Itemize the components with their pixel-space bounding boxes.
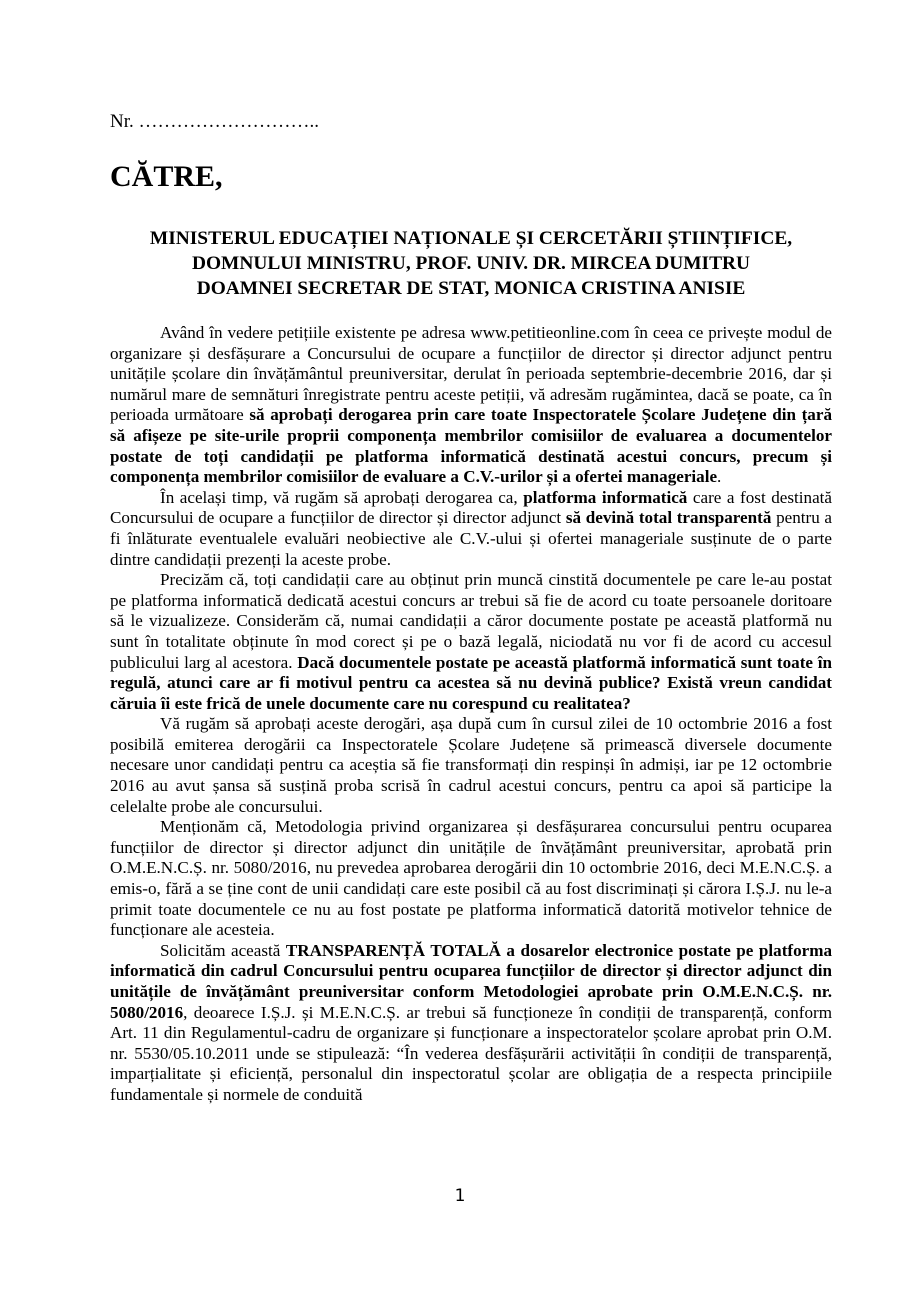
letter-body [110,323,832,1106]
paragraph-platform [110,488,832,570]
paragraph-text: . [717,467,722,487]
paragraph-methodology: Menționăm că, Metodologia privind organizarea și desfășurarea concursului pentru ocuparea funcțiilor de director și director adjunct din unitățile de învățământ preuniversitar, aprobată prin O.M.E.N.C.Ș. nr. 5080/2016, nu prevedea aprobarea derogării din 10 octombrie 2016, deci M.E.N.C.Ș. a emis-o, fără a se ține cont de unii candidați care este posibil că au fost discriminați și cărora I.Ș.J. nu le-a primit toate documentele ce nu au fost postate pe platforma informatică datorită motivelor tehnice de funcționare ale acesteia. [110,817,832,940]
paragraph-text: pentru a fi înlăturate eventualele evaluări neobiective ale C.V.-ului și ofertei manageriale susținute de o parte dintre candidații prezenți la aceste probe. [110,508,833,569]
paragraph-candidates [110,570,832,714]
paragraph-text: Solicităm această [160,940,286,960]
paragraph-emphasis: să aprobați derogarea prin care toate Inspectoratele Școlare Județene din țară să afișeze pe site-urile proprii componența membrilor comisiilor de evaluarea a documentelor postate de toți candidații pe platforma informatică destinată acestui concurs, precum și componența membrilor comisiilor de evaluare a C.V.-urilor și a ofertei manageriale [110,405,832,487]
paragraph-text: care a fost destinată Concursului de ocupare a funcțiilor de director și director adjunct [110,487,833,528]
addressee-line-minister: DOMNULUI MINISTRU, PROF. UNIV. DR. MIRCEA DUMITRU [191,253,751,274]
addressee-line-ministry: MINISTERUL EDUCAȚIEI NAȚIONALE ȘI CERCETĂRII ȘTIINȚIFICE, [149,228,793,249]
paragraph-petitions [110,323,832,488]
page-number: 1 [454,1186,466,1206]
addressee-line-secretary: DOAMNEI SECRETAR DE STAT, MONICA CRISTINA ANISIE [196,278,746,299]
paragraph-emphasis: Dacă documentele postate pe această platformă informatică sunt toate în regulă, atunci care ar fi motivul pentru ca acestea să nu devină publice? Există vreun candidat căruia îi este frică de unele documente care nu corespund cu realitatea? [110,652,833,713]
paragraph-text: Precizăm că, toți candidații care au obținut prin muncă cinstită documentele pe care le-au postat pe platforma informatică dedicată acestui concurs ar trebui să fie de acord cu toate persoanele doritoare să le vizualizeze. Considerăm că, numai candidații a căror documente postate pe această platformă nu sunt în totalitate obținute în mod corect și pe o bază legală, niciodată nu vor fi de acord cu accesul publicului larg al acestora. [110,570,832,672]
paragraph-text: , deoarece I.Ș.J. și M.E.N.C.Ș. ar trebui să funcționeze în condiții de transparență, conform Art. 11 din Regulamentul-cadru de organizare și funcționare a inspectoratelor școlare aprobat prin O.M. nr. 5530/05.10.2011 unde se stipulează: “În vederea desfășurării activității în condiții de transparență, imparțialitate și eficiență, personalul din inspectoratul școlar are obligația de a respecta principiile fundamentale și normele de conduită [110,1002,832,1104]
paragraph-emphasis: TRANSPARENȚĂ TOTALĂ a dosarelor electronice postate pe platforma informatică din cadrul Concursului pentru ocuparea funcțiilor de director și director adjunct din unitățile de învățământ preuniversitar conform Metodologiei aprobate prin O.M.E.N.C.Ș. nr. 5080/2016 [110,940,832,1022]
addressee-block [110,226,832,301]
document-number: Nr. ……………………….. [110,111,319,132]
recipient-heading: CĂTRE, [110,160,223,193]
paragraph-emphasis: să devină total transparentă [565,508,772,528]
paragraph-transparency [110,941,832,1106]
paragraph-text: În același timp, vă rugăm să aprobați derogarea ca, [160,487,524,507]
paragraph-text: Având în vedere petițiile existente pe adresa www.petitieonline.com în ceea ce privește modul de organizare și desfășurare a Concursului de ocupare a funcțiilor de director și director adjunct pentru unitățile școlare din învățământul preuniversitar, derulat în perioada septembrie-decembrie 2016, dar și numărul mare de semnături înregistrate pentru aceste petiții, vă adresăm rugămintea, dacă se poate, ca în perioada următoare [110,323,832,425]
paragraph-emphasis: platforma informatică [523,487,688,507]
paragraph-derogations: Vă rugăm să aprobați aceste derogări, așa după cum în cursul zilei de 10 octombrie 2016 a fost posibilă emiterea derogării ca Inspectoratele Școlare Județene să primească diversele documente necesare unor candidați pentru ca aceștia să fie transformați din respinși în admiși, iar pe 12 octombrie 2016 au avut șansa să susțină proba scrisă în cadrul acestui concurs, pentru ca apoi să participe la celelalte probe ale concursului. [110,714,832,816]
